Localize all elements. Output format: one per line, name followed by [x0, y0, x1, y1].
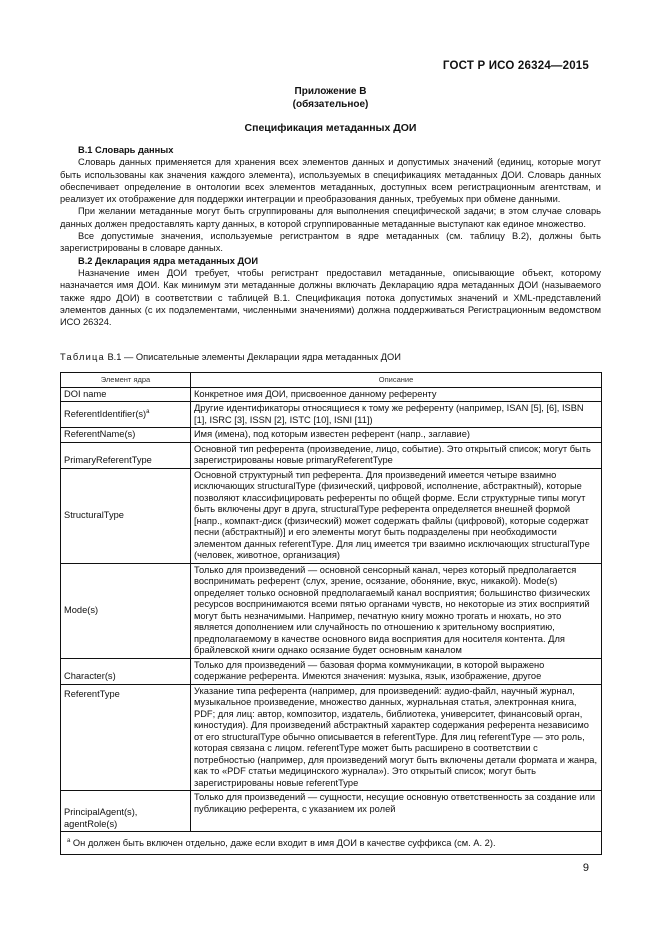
section-b1-paragraph-3: Все допустимые значения, используемые регистрантом в ядре метаданных (см. таблицу В.2), должны быть зарегистрированы в словаре данных. — [60, 231, 601, 254]
table-caption-prefix: Таблица — [60, 352, 105, 362]
description-cell: Конкретное имя ДОИ, присвоенное данному референту — [191, 387, 602, 402]
element-name: ReferentName(s) — [64, 429, 136, 439]
column-header-description: Описание — [191, 373, 602, 388]
spec-title: Спецификация метаданных ДОИ — [244, 122, 417, 134]
element-cell — [61, 563, 191, 658]
element-cell — [61, 791, 191, 832]
element-name: ReferentType — [64, 688, 120, 699]
description-cell: Основной структурный тип референта. Для произведений имеется четыре взаимно исключающих structuralType (физический, цифровой, исполнение, абстрактный), которые позволяют классифицировать референты по общей форме. Если структурные типы могут быть включены друг в друга, structuralType референта определяется внешней формой [напр., компакт-диск (физический) может содержать файлы (цифровой), которые содержат песни (абстрактный)] и его элементы могут быть подразделены при необходимости элементом данных referentType. Для лиц имеется три взаимно исключающих structuralType (человек, животное, организация) — [191, 468, 602, 563]
table-header-row — [61, 373, 602, 388]
table-row — [61, 442, 602, 468]
element-cell — [61, 387, 191, 402]
description-cell: Указание типа референта (например, для произведений: аудио-файл, научный журнал, музыкальное произведение, множество данных, журнальная статья, электронная книга, PDF; для лиц: автор, композитор, издатель, библиотека, университет, финансовый орган, киностудия). Для произведений абстрактный характер содержания референта независимо от его structuralType обычно описывается в referentType. Для лиц referentType — это роль, которая связана с лицом. referentType может быть расширено в соответствии с потребностью (например, для произведений могут быть включены детали формата и жанра, как то «PDF статьи медицинского журнала»). Это открытый список; могут быть зарегистрированы новые referentType — [191, 684, 602, 791]
table-row — [61, 402, 602, 428]
element-name: ReferentIdentifier(s) — [64, 408, 147, 419]
footnote-mark: a — [67, 837, 71, 844]
metadata-table — [60, 372, 602, 855]
annex-status: (обязательное) — [292, 98, 369, 110]
section-b2-paragraph-1: Назначение имен ДОИ требует, чтобы регистрант предоставил метаданные, описывающие объект, которому назначается имя ДОИ. Как минимум эти метаданные должны включать Декларацию ядра метаданных ДОИ (называемого также ядро ДОИ) в соответствии с таблицей В.1. Спецификация потока допустимых значений и XML-представлений элементов данных (с их подэлементами, численными значениями) должна поддерживаться Регистрационным ведомством ИСО 26324. — [60, 267, 601, 328]
element-name: StructuralType — [64, 509, 124, 520]
element-cell — [61, 402, 191, 428]
element-name: Mode(s) — [64, 604, 99, 615]
description-cell: Имя (имена), под которым известен референт (напр., заглавие) — [191, 428, 602, 443]
table-row — [61, 387, 602, 402]
document-code: ГОСТ Р ИСО 26324—2015 — [442, 60, 589, 72]
body-text — [60, 144, 601, 328]
element-name: PrimaryReferentType — [64, 455, 152, 465]
table-row — [61, 791, 602, 832]
description-cell: Только для произведений — сущности, несущие основную ответственность за создание или публикацию референта, с указанием их ролей — [191, 791, 602, 832]
description-cell: Основной тип референта (произведение, лицо, событие). Это открытый список; могут быть зарегистрированы новые primaryReferentType — [191, 442, 602, 468]
section-b1-paragraph-2: При желании метаданные могут быть сгруппированы для выполнения специфической задачи; в этом случае словарь данных должен предоставлять карту данных, в которой сгруппированные метаданные выступают как единое множество. — [60, 206, 601, 229]
section-b1-paragraph-1: Словарь данных применяется для хранения всех элементов данных и допустимых значений (единиц, которые могут быть использованы как значения каждого элемента), используемых в спецификациях метаданных ДОИ. Словарь данных обеспечивает определение в онтологии всех элементов метаданных, доступных всем регистрационным агентствам, и реализует их отображение для поддержки интеграции и преобразования данных, требуемых при обмене данными. — [60, 157, 601, 205]
element-cell — [61, 468, 191, 563]
table-footnote-row — [61, 832, 602, 855]
element-cell — [61, 658, 191, 684]
footnote-mark: a — [146, 408, 150, 415]
annex-title: Приложение В — [294, 86, 367, 97]
table-row — [61, 563, 602, 658]
description-cell: Другие идентификаторы относящиеся к тому же референту (например, ISAN [5], [6], ISBN [1], ISRC [3], ISSN [2], ISTC [10], ISNI [11]) — [191, 402, 602, 428]
table-footnote — [61, 832, 602, 855]
section-b1-heading: В.1 Словарь данных — [78, 145, 174, 155]
annex-heading — [60, 86, 601, 111]
page-number: 9 — [582, 862, 589, 874]
element-cell — [61, 684, 191, 791]
section-b2-heading: В.2 Декларация ядра метаданных ДОИ — [78, 255, 259, 266]
description-cell: Только для произведений — базовая форма коммуникации, в которой выражено содержание референта. Имеются значения: музыка, язык, изображение, другое — [191, 658, 602, 684]
table-caption-text: В.1 — Описательные элементы Декларации ядра метаданных ДОИ — [104, 352, 401, 362]
table-row — [61, 468, 602, 563]
table-row — [61, 684, 602, 791]
table-row — [61, 428, 602, 443]
element-name: Character(s) — [64, 671, 116, 681]
element-cell — [61, 428, 191, 443]
footnote-text: Он должен быть включен отдельно, даже если входит в имя ДОИ в качестве суффикса (см. А. 2). — [70, 838, 496, 848]
element-cell — [61, 442, 191, 468]
table-caption — [60, 352, 401, 362]
table-row — [61, 658, 602, 684]
element-name: DOI name — [64, 388, 107, 399]
element-name: PrincipalAgent(s), agentRole(s) — [64, 807, 138, 829]
description-cell: Только для произведений — основной сенсорный канал, через который предполагается воспринимать референт (слух, зрение, осязание, обоняние, вкус, никакой). Mode(s) определяет только основной предполагаемый канал восприятия; большинство физических ресурсов воспринимаются всеми пятью органами чувств, но некоторые из этих восприятий могут быть незначимыми. Например, печатную книгу можно трогать и нюхать, но это является дополнением или случайность по отношению к зрительному восприятию, предполагаемому в качестве основного вида восприятия для носителя контента. Для брайлевской книги однако осязание будет основным каналом — [191, 563, 602, 658]
column-header-element: Элемент ядра — [61, 373, 191, 388]
